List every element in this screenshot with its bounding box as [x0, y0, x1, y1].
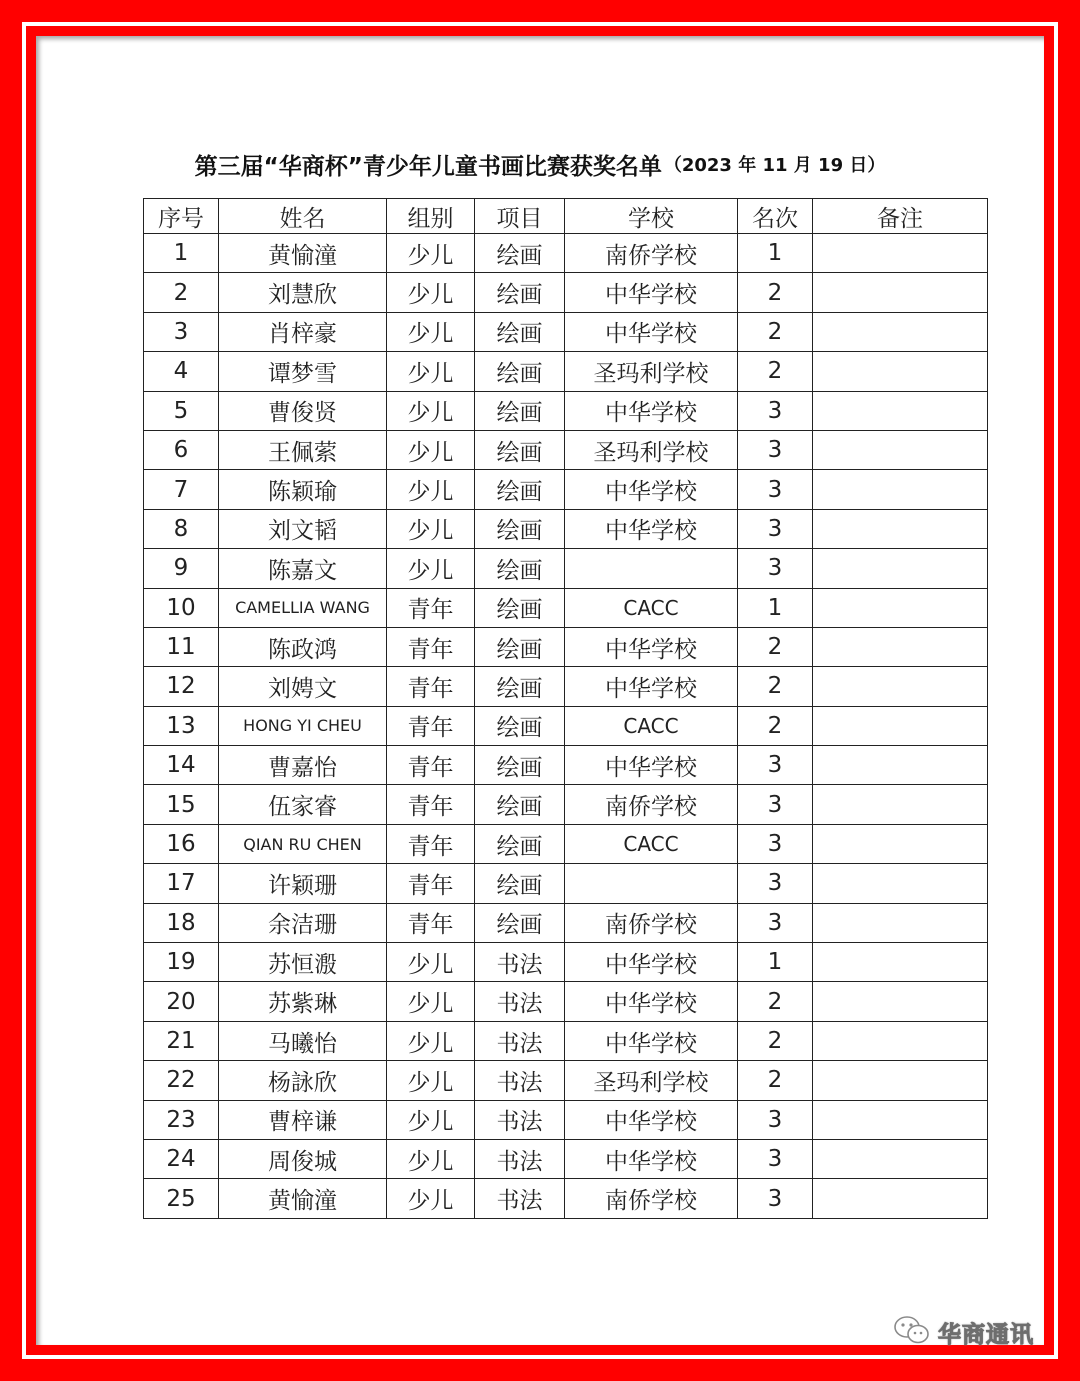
table-row — [144, 430, 988, 469]
cell-group: 青年 — [387, 903, 475, 942]
cell-name: HONG YI CHEU — [219, 706, 387, 745]
cell-group: 少儿 — [387, 352, 475, 391]
cell-school: 中华学校 — [565, 943, 738, 982]
cell-rank: 1 — [738, 943, 813, 982]
table-row — [144, 982, 988, 1021]
cell-school: 中华学校 — [565, 746, 738, 785]
cell-seq: 19 — [144, 943, 219, 982]
cell-seq: 4 — [144, 352, 219, 391]
table-row — [144, 785, 988, 824]
cell-rank: 2 — [738, 1061, 813, 1100]
cell-rank: 3 — [738, 391, 813, 430]
cell-group: 少儿 — [387, 430, 475, 469]
cell-rank: 3 — [738, 746, 813, 785]
cell-group: 少儿 — [387, 273, 475, 312]
cell-item: 书法 — [475, 1179, 565, 1218]
table-row — [144, 864, 988, 903]
header-note: 备注 — [813, 199, 988, 234]
cell-name: 黄愉潼 — [219, 1179, 387, 1218]
cell-group: 少儿 — [387, 1061, 475, 1100]
cell-name: 苏恒溵 — [219, 943, 387, 982]
cell-item: 书法 — [475, 1139, 565, 1178]
cell-seq: 2 — [144, 273, 219, 312]
cell-seq: 14 — [144, 746, 219, 785]
cell-item: 绘画 — [475, 352, 565, 391]
cell-school: CACC — [565, 588, 738, 627]
cell-item: 绘画 — [475, 785, 565, 824]
header-item: 项目 — [475, 199, 565, 234]
cell-school: 中华学校 — [565, 667, 738, 706]
cell-rank: 2 — [738, 273, 813, 312]
cell-name: QIAN RU CHEN — [219, 824, 387, 863]
cell-note — [813, 785, 988, 824]
cell-note — [813, 391, 988, 430]
cell-name: CAMELLIA WANG — [219, 588, 387, 627]
cell-note — [813, 982, 988, 1021]
table-row — [144, 588, 988, 627]
cell-school: CACC — [565, 706, 738, 745]
cell-name: 刘娉文 — [219, 667, 387, 706]
table-row — [144, 509, 988, 548]
table-row — [144, 549, 988, 588]
cell-item: 绘画 — [475, 273, 565, 312]
cell-note — [813, 1061, 988, 1100]
cell-group: 青年 — [387, 824, 475, 863]
cell-name: 曹梓谦 — [219, 1100, 387, 1139]
cell-item: 绘画 — [475, 430, 565, 469]
cell-name: 谭梦雪 — [219, 352, 387, 391]
cell-school: 中华学校 — [565, 312, 738, 351]
cell-school: 圣玛利学校 — [565, 430, 738, 469]
cell-school: 中华学校 — [565, 1100, 738, 1139]
cell-item: 绘画 — [475, 549, 565, 588]
cell-name: 曹俊贤 — [219, 391, 387, 430]
cell-rank: 2 — [738, 1021, 813, 1060]
cell-school: 中华学校 — [565, 982, 738, 1021]
cell-group: 少儿 — [387, 312, 475, 351]
table-row — [144, 943, 988, 982]
cell-name: 马曦怡 — [219, 1021, 387, 1060]
cell-note — [813, 903, 988, 942]
cell-item: 书法 — [475, 943, 565, 982]
table-row — [144, 903, 988, 942]
cell-item: 绘画 — [475, 509, 565, 548]
cell-note — [813, 470, 988, 509]
table-row — [144, 824, 988, 863]
cell-school: 中华学校 — [565, 273, 738, 312]
cell-rank: 2 — [738, 706, 813, 745]
cell-name: 陈嘉文 — [219, 549, 387, 588]
cell-rank: 3 — [738, 1100, 813, 1139]
cell-note — [813, 1139, 988, 1178]
wechat-icon — [892, 1314, 932, 1350]
cell-rank: 3 — [738, 509, 813, 548]
table-row — [144, 273, 988, 312]
header-name: 姓名 — [219, 199, 387, 234]
cell-name: 杨詠欣 — [219, 1061, 387, 1100]
cell-school — [565, 549, 738, 588]
cell-note — [813, 627, 988, 666]
cell-seq: 16 — [144, 824, 219, 863]
cell-school: 南侨学校 — [565, 1179, 738, 1218]
cell-name: 王佩萦 — [219, 430, 387, 469]
cell-seq: 21 — [144, 1021, 219, 1060]
cell-school: 中华学校 — [565, 1139, 738, 1178]
title-date: （2023 年 11 月 19 日） — [663, 155, 886, 176]
cell-note — [813, 746, 988, 785]
cell-note — [813, 943, 988, 982]
cell-school: 南侨学校 — [565, 234, 738, 273]
cell-note — [813, 312, 988, 351]
cell-item: 绘画 — [475, 234, 565, 273]
cell-school: 南侨学校 — [565, 785, 738, 824]
table-row — [144, 1021, 988, 1060]
table-row — [144, 470, 988, 509]
cell-name: 刘文韬 — [219, 509, 387, 548]
cell-name: 刘慧欣 — [219, 273, 387, 312]
table-row — [144, 706, 988, 745]
cell-item: 书法 — [475, 1100, 565, 1139]
cell-rank: 3 — [738, 824, 813, 863]
cell-group: 少儿 — [387, 982, 475, 1021]
table-row — [144, 312, 988, 351]
cell-item: 绘画 — [475, 864, 565, 903]
cell-school — [565, 864, 738, 903]
cell-school: 圣玛利学校 — [565, 1061, 738, 1100]
cell-rank: 3 — [738, 1179, 813, 1218]
watermark-text: 华商通讯 — [938, 1321, 1034, 1348]
cell-seq: 3 — [144, 312, 219, 351]
table-header-row — [144, 199, 988, 234]
cell-name: 黄愉潼 — [219, 234, 387, 273]
cell-name: 余洁珊 — [219, 903, 387, 942]
cell-group: 青年 — [387, 864, 475, 903]
cell-group: 少儿 — [387, 549, 475, 588]
cell-group: 少儿 — [387, 1179, 475, 1218]
cell-school: 中华学校 — [565, 1021, 738, 1060]
cell-group: 少儿 — [387, 234, 475, 273]
cell-group: 少儿 — [387, 391, 475, 430]
cell-seq: 17 — [144, 864, 219, 903]
cell-rank: 3 — [738, 1139, 813, 1178]
cell-seq: 22 — [144, 1061, 219, 1100]
cell-note — [813, 588, 988, 627]
cell-rank: 3 — [738, 549, 813, 588]
cell-name: 周俊城 — [219, 1139, 387, 1178]
cell-school: 南侨学校 — [565, 903, 738, 942]
cell-group: 少儿 — [387, 470, 475, 509]
cell-group: 青年 — [387, 588, 475, 627]
cell-note — [813, 824, 988, 863]
cell-seq: 24 — [144, 1139, 219, 1178]
cell-item: 书法 — [475, 1021, 565, 1060]
table-row — [144, 627, 988, 666]
cell-school: 圣玛利学校 — [565, 352, 738, 391]
cell-seq: 18 — [144, 903, 219, 942]
cell-rank: 3 — [738, 785, 813, 824]
cell-item: 绘画 — [475, 706, 565, 745]
cell-note — [813, 273, 988, 312]
cell-note — [813, 234, 988, 273]
cell-note — [813, 509, 988, 548]
cell-note — [813, 430, 988, 469]
header-school: 学校 — [565, 199, 738, 234]
cell-rank: 2 — [738, 982, 813, 1021]
cell-rank: 2 — [738, 667, 813, 706]
cell-item: 绘画 — [475, 470, 565, 509]
cell-school: 中华学校 — [565, 509, 738, 548]
table-row — [144, 1179, 988, 1218]
cell-name: 肖梓豪 — [219, 312, 387, 351]
cell-seq: 8 — [144, 509, 219, 548]
cell-name: 许颖珊 — [219, 864, 387, 903]
table-row — [144, 1139, 988, 1178]
cell-name: 伍家睿 — [219, 785, 387, 824]
cell-seq: 5 — [144, 391, 219, 430]
cell-seq: 15 — [144, 785, 219, 824]
cell-item: 书法 — [475, 982, 565, 1021]
cell-rank: 2 — [738, 352, 813, 391]
cell-item: 绘画 — [475, 903, 565, 942]
table-row — [144, 1061, 988, 1100]
header-rank: 名次 — [738, 199, 813, 234]
header-seq: 序号 — [144, 199, 219, 234]
cell-item: 绘画 — [475, 588, 565, 627]
cell-group: 青年 — [387, 785, 475, 824]
cell-rank: 3 — [738, 903, 813, 942]
cell-seq: 10 — [144, 588, 219, 627]
watermark — [892, 1312, 1034, 1352]
cell-rank: 1 — [738, 588, 813, 627]
table-row — [144, 234, 988, 273]
cell-note — [813, 667, 988, 706]
cell-rank: 2 — [738, 627, 813, 666]
cell-note — [813, 706, 988, 745]
cell-seq: 7 — [144, 470, 219, 509]
cell-seq: 12 — [144, 667, 219, 706]
cell-note — [813, 1179, 988, 1218]
cell-seq: 11 — [144, 627, 219, 666]
cell-group: 少儿 — [387, 1139, 475, 1178]
cell-seq: 6 — [144, 430, 219, 469]
cell-item: 绘画 — [475, 824, 565, 863]
header-group: 组别 — [387, 199, 475, 234]
cell-group: 少儿 — [387, 943, 475, 982]
cell-rank: 1 — [738, 234, 813, 273]
cell-item: 绘画 — [475, 312, 565, 351]
award-list-table — [143, 198, 988, 1219]
cell-rank: 2 — [738, 312, 813, 351]
cell-name: 曹嘉怡 — [219, 746, 387, 785]
cell-seq: 9 — [144, 549, 219, 588]
cell-group: 青年 — [387, 667, 475, 706]
table-row — [144, 1100, 988, 1139]
title-text: 第三届“华商杯”青少年儿童书画比赛获奖名单 — [194, 153, 662, 180]
cell-group: 青年 — [387, 627, 475, 666]
cell-seq: 25 — [144, 1179, 219, 1218]
cell-item: 绘画 — [475, 667, 565, 706]
cell-note — [813, 549, 988, 588]
table-row — [144, 667, 988, 706]
cell-school: 中华学校 — [565, 627, 738, 666]
table-row — [144, 746, 988, 785]
cell-rank: 3 — [738, 430, 813, 469]
document-title — [140, 146, 940, 182]
cell-rank: 3 — [738, 864, 813, 903]
cell-item: 绘画 — [475, 746, 565, 785]
cell-seq: 1 — [144, 234, 219, 273]
cell-name: 陈颖瑜 — [219, 470, 387, 509]
cell-group: 少儿 — [387, 1100, 475, 1139]
cell-seq: 23 — [144, 1100, 219, 1139]
cell-seq: 20 — [144, 982, 219, 1021]
cell-item: 绘画 — [475, 391, 565, 430]
table-body — [144, 234, 988, 1219]
table-row — [144, 391, 988, 430]
cell-school: 中华学校 — [565, 391, 738, 430]
cell-seq: 13 — [144, 706, 219, 745]
cell-item: 书法 — [475, 1061, 565, 1100]
cell-item: 绘画 — [475, 627, 565, 666]
table-row — [144, 352, 988, 391]
cell-note — [813, 864, 988, 903]
cell-note — [813, 352, 988, 391]
cell-group: 青年 — [387, 706, 475, 745]
cell-note — [813, 1100, 988, 1139]
cell-group: 少儿 — [387, 509, 475, 548]
cell-group: 少儿 — [387, 1021, 475, 1060]
cell-rank: 3 — [738, 470, 813, 509]
cell-name: 苏紫琳 — [219, 982, 387, 1021]
cell-name: 陈政鸿 — [219, 627, 387, 666]
cell-school: CACC — [565, 824, 738, 863]
cell-group: 青年 — [387, 746, 475, 785]
cell-school: 中华学校 — [565, 470, 738, 509]
cell-note — [813, 1021, 988, 1060]
